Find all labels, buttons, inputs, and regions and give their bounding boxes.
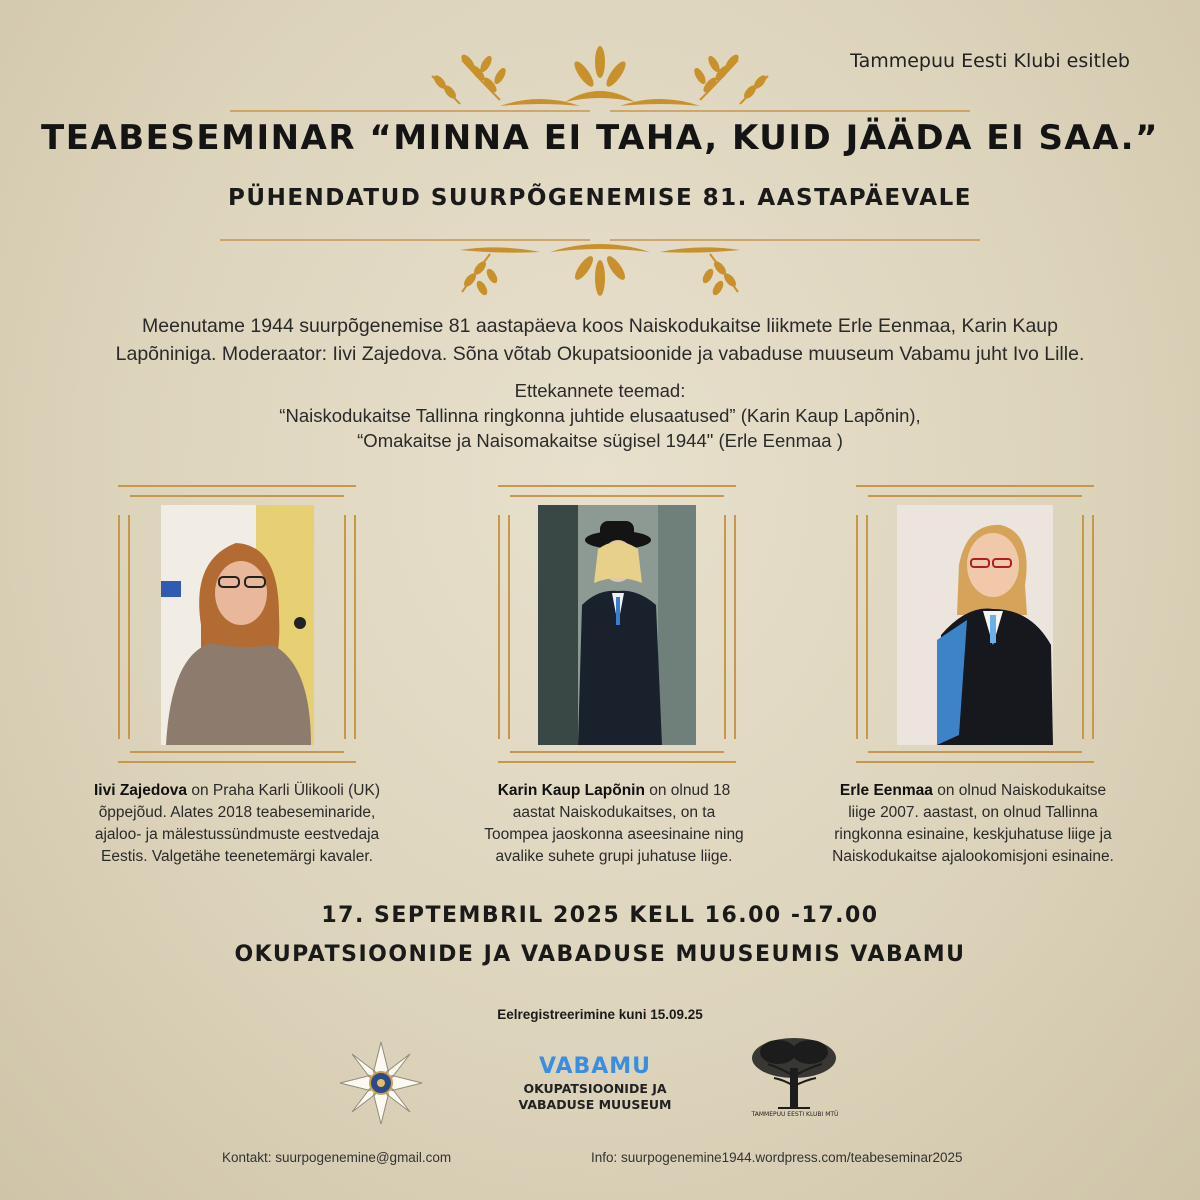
speaker-bio-1-line-1: on Praha Karli Ülikooli (UK) xyxy=(187,782,380,799)
speaker-name-2: Karin Kaup Lapõnin xyxy=(497,782,645,799)
bio-erle-eenmaa xyxy=(818,780,1128,868)
speaker-bio-3-line-4: Naiskodukaitse ajalookomisjoni esinaine. xyxy=(832,848,1114,865)
ornament-laurel-left xyxy=(432,53,508,104)
intro-line-1: Meenutame 1944 suurpõgenemise 81 aastapäeva koos Naiskodukaitse liikmete Erle Eenmaa, Karin Kaup xyxy=(142,315,1058,337)
speaker-bio-1-line-3: ajaloo- ja mälestussündmuste eestvedaja xyxy=(94,826,380,843)
event-venue: OKUPATSIOONIDE JA VABADUSE MUUSEUMIS VABAMU xyxy=(234,942,966,967)
photo-iivi-zajedova xyxy=(161,505,314,745)
presenter-line: Tammepuu Eesti Klubi esitleb xyxy=(850,50,1130,72)
speaker-bio-2-line-4: avalike suhete grupi juhatuse liige. xyxy=(495,848,733,865)
speaker-bio-3-line-1: on olnud Naiskodukaitse xyxy=(932,782,1107,799)
speaker-frame-1 xyxy=(118,485,358,755)
topics-heading: Ettekannete teemad: xyxy=(514,380,686,401)
bio-iivi-zajedova xyxy=(82,780,392,868)
speaker-bio-2-line-2: aastat Naiskodukaitses, on ta xyxy=(512,804,716,821)
ornament-laurel-bottom-left xyxy=(462,254,500,297)
vabamu-logo-subtitle xyxy=(490,1081,700,1113)
ornament-center xyxy=(500,46,700,106)
event-date: 17. SEPTEMBRIL 2025 KELL 16.00 -17.00 xyxy=(321,903,879,928)
oak-tree-icon xyxy=(748,1036,840,1110)
top-ornament xyxy=(200,40,1000,118)
topics-block xyxy=(80,378,1120,453)
speaker-bio-2-line-3: Toompea jaoskonna aseesinaine ning xyxy=(484,826,744,843)
contact-email: Kontakt: suurpogenemine@gmail.com xyxy=(222,1150,452,1165)
bottom-ornament xyxy=(200,230,1000,305)
tammepuu-logo-caption: TAMMEPUU EESTI KLUBI MTÜ xyxy=(751,1111,839,1118)
speaker-bio-1-line-4: Eestis. Valgetähe teenetemärgi kavaler. xyxy=(101,848,373,865)
preregistration-deadline: Eelregistreerimine kuni 15.09.25 xyxy=(497,1007,703,1022)
speaker-name-1: Iivi Zajedova xyxy=(93,782,188,799)
topic-1: “Naiskodukaitse Tallinna ringkonna juhtide elusaatused” (Karin Kaup Lapõnin), xyxy=(279,405,921,426)
topic-2: “Omakaitse ja Naisomakaitse sügisel 1944" (Erle Eenmaa ) xyxy=(357,430,843,451)
speaker-bio-3-line-3: ringkonna esinaine, keskjuhatuse liige ja xyxy=(834,826,1112,843)
speaker-frame-2 xyxy=(498,485,738,755)
sub-title: PÜHENDATUD SUURPÕGENEMISE 81. AASTAPÄEVALE xyxy=(228,185,972,211)
info-url: Info: suurpogenemine1944.wordpress.com/teabeseminar2025 xyxy=(591,1150,963,1165)
speaker-bio-2-line-1: on olnud 18 xyxy=(644,782,731,799)
vabamu-logo-word: VABAMU xyxy=(538,1054,652,1079)
vabamu-subtitle-line-2: VABADUSE MUUSEUM xyxy=(518,1097,672,1112)
main-title: TEABESEMINAR “MINNA EI TAHA, KUID JÄÄDA EI SAA.” xyxy=(41,118,1159,158)
intro-line-2: Lapõniniga. Moderaator: Iivi Zajedova. Sõna võtab Okupatsioonide ja vabaduse muuseum Vabamu juht Ivo Lille. xyxy=(115,343,1085,365)
speaker-name-3: Erle Eenmaa xyxy=(839,782,933,799)
bio-karin-kaup-laponin xyxy=(459,780,769,868)
intro-text xyxy=(80,312,1120,368)
speaker-frame-3 xyxy=(856,485,1096,755)
speaker-bio-3-line-2: liige 2007. aastast, on olnud Tallinna xyxy=(848,804,1098,821)
ornament-laurel-bottom-right xyxy=(701,254,739,297)
ornament-laurel-right xyxy=(692,53,768,104)
ornament-center-bottom xyxy=(460,244,740,296)
vabamu-subtitle-line-1: OKUPATSIOONIDE JA xyxy=(523,1081,667,1096)
photo-karin-kaup-laponin xyxy=(538,505,696,745)
speaker-bio-1-line-2: õppejõud. Alates 2018 teabeseminaride, xyxy=(98,804,376,821)
photo-erle-eenmaa xyxy=(897,505,1053,745)
naiskodukaitse-emblem-icon xyxy=(338,1040,424,1126)
